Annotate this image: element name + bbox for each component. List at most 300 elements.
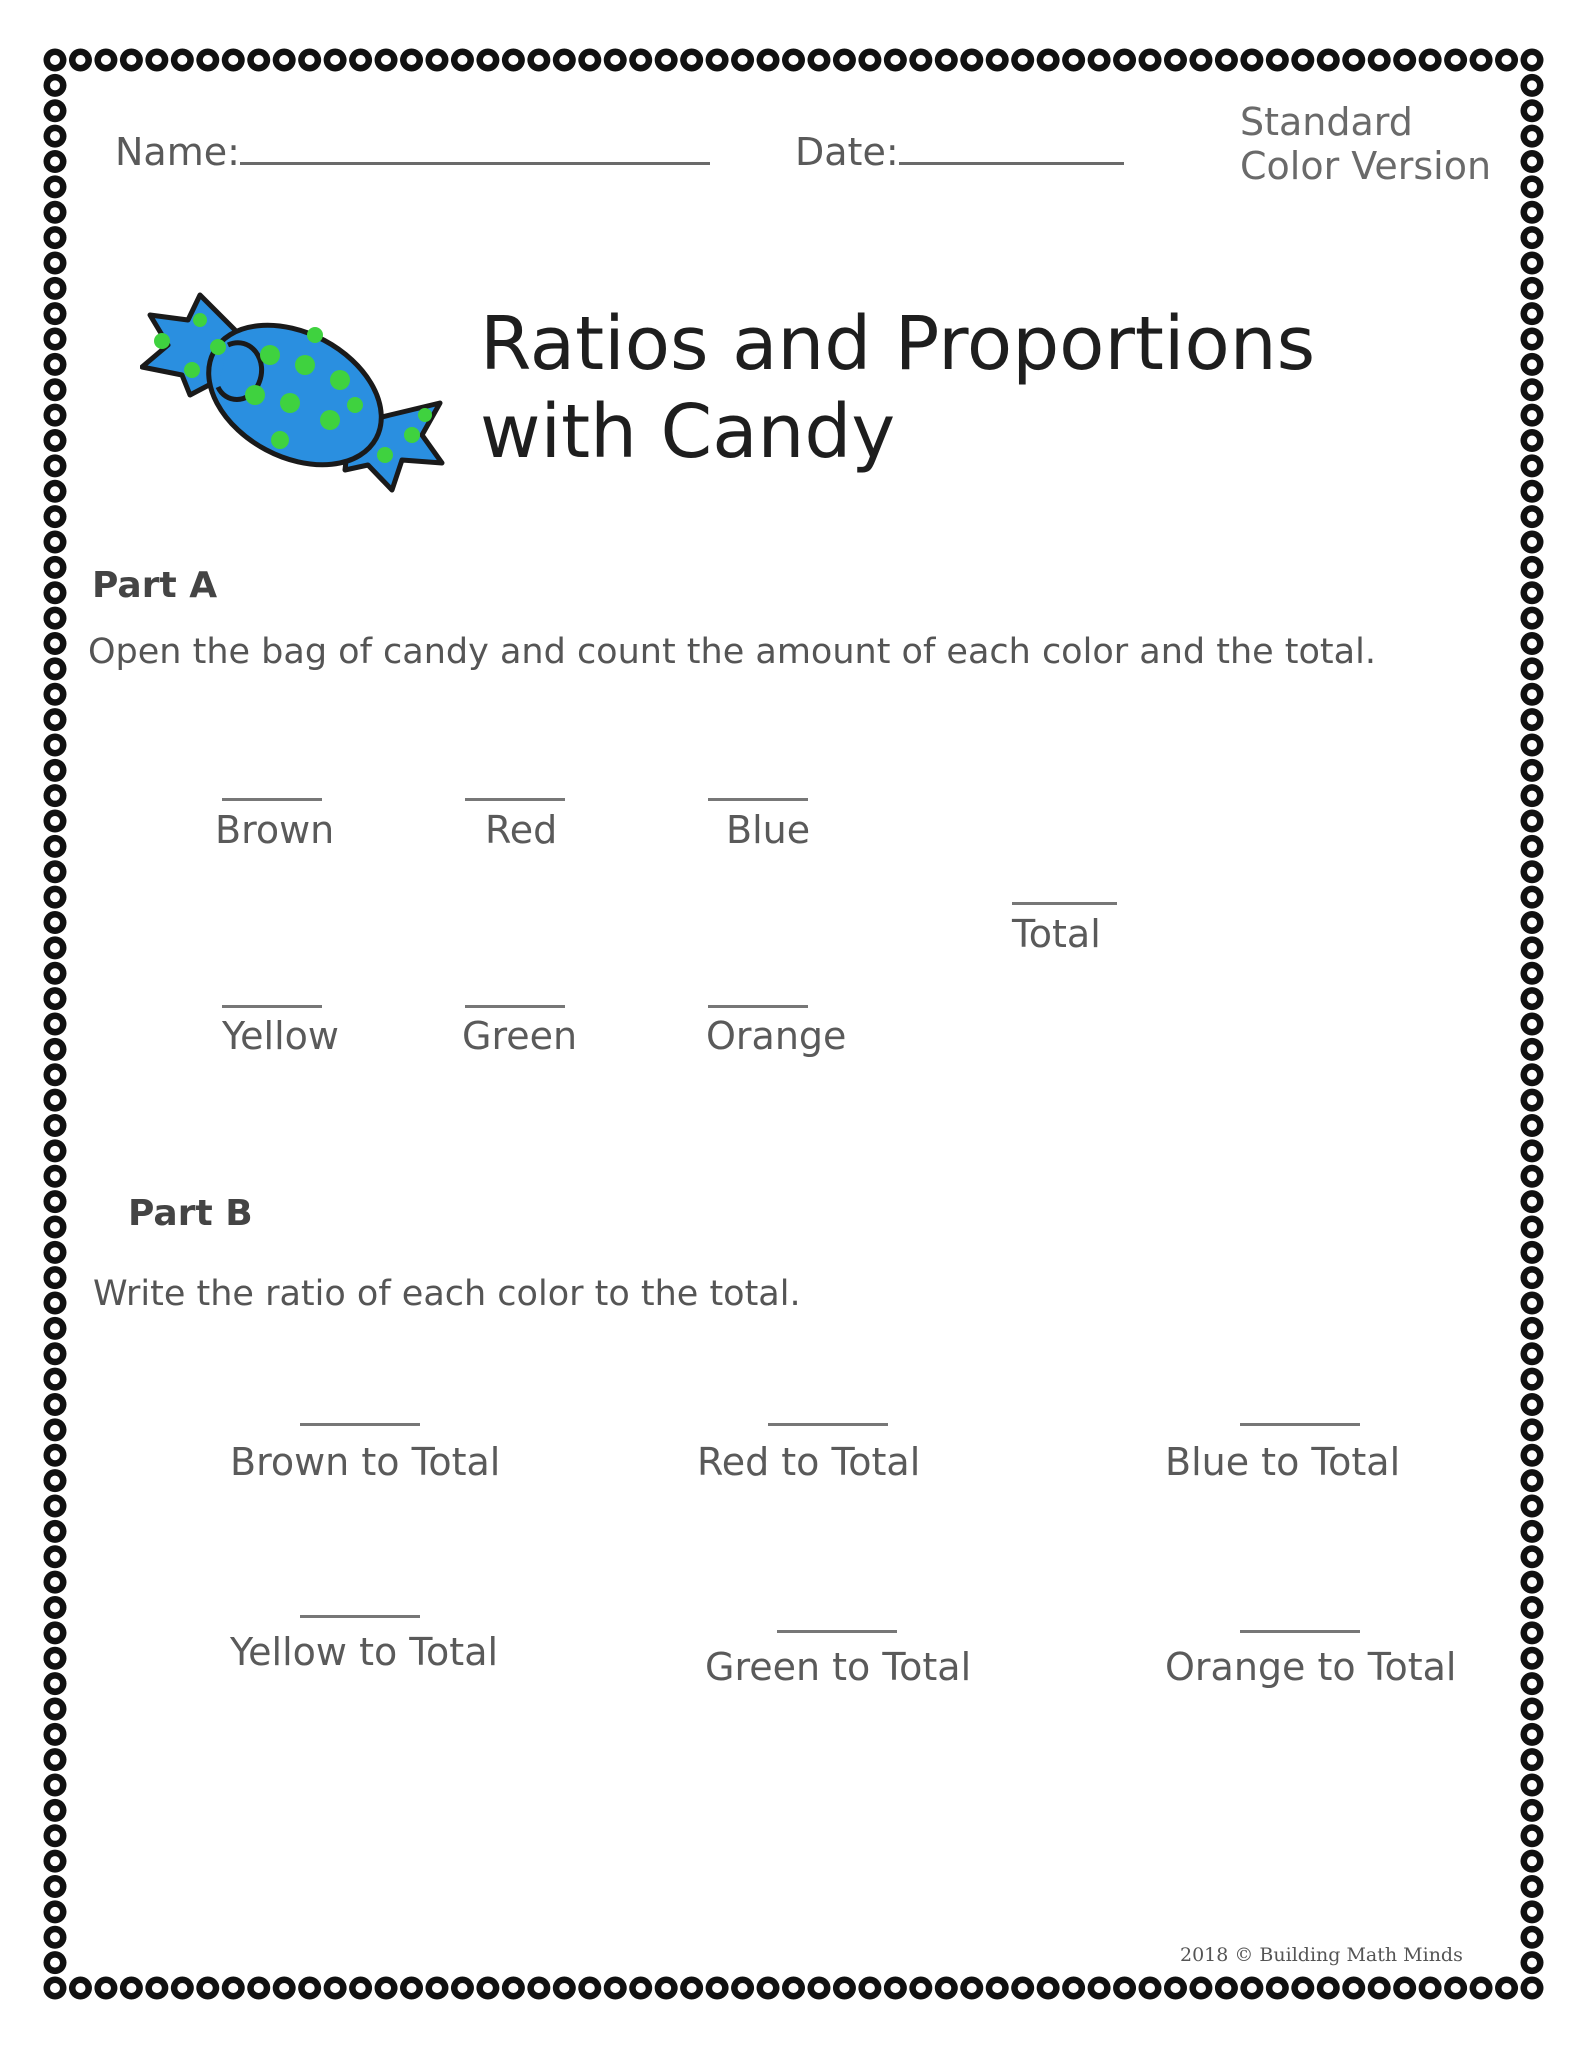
- border-ring: [655, 1977, 678, 2000]
- border-ring: [44, 1393, 67, 1416]
- border-ring: [1521, 1824, 1544, 1847]
- border-ring: [1495, 49, 1518, 72]
- border-ring: [44, 1875, 67, 1898]
- border-ring: [222, 49, 245, 72]
- border-ring: [273, 1977, 296, 2000]
- border-ring: [247, 1977, 270, 2000]
- border-ring: [476, 1977, 499, 2000]
- border-ring: [731, 1977, 754, 2000]
- border-ring: [44, 1900, 67, 1923]
- border-ring: [884, 49, 907, 72]
- orange-ratio-blank[interactable]: [1240, 1630, 1360, 1633]
- border-ring: [1521, 1393, 1544, 1416]
- border-ring: [553, 1977, 576, 2000]
- border-ring: [1521, 1621, 1544, 1644]
- border-ring: [1521, 1900, 1544, 1923]
- border-ring: [1521, 1469, 1544, 1492]
- border-ring: [44, 1241, 67, 1264]
- border-ring: [807, 1977, 830, 2000]
- border-ring: [1521, 99, 1544, 122]
- border-ring: [44, 1165, 67, 1188]
- border-ring: [655, 49, 678, 72]
- border-ring: [1011, 1977, 1034, 2000]
- border-ring: [425, 1977, 448, 2000]
- part-a-instructions: Open the bag of candy and count the amount of each color and the total.: [88, 632, 1376, 672]
- border-ring: [604, 1977, 627, 2000]
- border-ring: [44, 886, 67, 909]
- border-ring: [1470, 49, 1493, 72]
- border-ring: [44, 1444, 67, 1467]
- border-ring: [1521, 1292, 1544, 1315]
- border-ring: [935, 1977, 958, 2000]
- border-ring: [44, 1114, 67, 1137]
- border-ring: [782, 49, 805, 72]
- border-ring: [1521, 556, 1544, 579]
- border-ring: [909, 1977, 932, 2000]
- border-ring: [1521, 657, 1544, 680]
- border-ring: [44, 860, 67, 883]
- red-ratio-blank[interactable]: [768, 1423, 888, 1426]
- brown-count-blank[interactable]: [222, 798, 322, 801]
- border-ring: [1521, 936, 1544, 959]
- border-ring: [44, 1824, 67, 1847]
- title-line-2: with Candy: [480, 389, 896, 475]
- border-ring: [400, 1977, 423, 2000]
- border-ring: [1521, 1215, 1544, 1238]
- border-ring: [757, 1977, 780, 2000]
- border-ring: [1521, 1571, 1544, 1594]
- border-ring: [1240, 49, 1263, 72]
- border-ring: [298, 49, 321, 72]
- border-ring: [324, 49, 347, 72]
- border-ring: [44, 657, 67, 680]
- border-ring: [1164, 49, 1187, 72]
- border-ring: [44, 1723, 67, 1746]
- border-ring: [44, 353, 67, 376]
- border-ring: [527, 49, 550, 72]
- border-ring: [145, 49, 168, 72]
- blue-count-blank[interactable]: [708, 798, 808, 801]
- border-ring: [44, 683, 67, 706]
- border-ring: [44, 1266, 67, 1289]
- border-ring: [44, 911, 67, 934]
- border-ring: [1266, 1977, 1289, 2000]
- name-label: Name:: [115, 130, 240, 174]
- border-ring: [553, 49, 576, 72]
- border-ring: [604, 49, 627, 72]
- border-ring: [451, 49, 474, 72]
- border-ring: [120, 1977, 143, 2000]
- border-ring: [44, 607, 67, 630]
- border-ring: [1088, 1977, 1111, 2000]
- border-ring: [1521, 1013, 1544, 1036]
- border-ring: [44, 1977, 67, 2000]
- yellow-ratio-label: Yellow to Total: [230, 1630, 499, 1674]
- border-ring: [44, 175, 67, 198]
- border-ring: [578, 49, 601, 72]
- border-ring: [1521, 1774, 1544, 1797]
- border-ring: [1521, 505, 1544, 528]
- border-ring: [1521, 1342, 1544, 1365]
- border-ring: [1521, 1672, 1544, 1695]
- border-ring: [44, 1038, 67, 1061]
- border-ring: [44, 1520, 67, 1543]
- border-ring: [858, 49, 881, 72]
- border-ring: [1317, 49, 1340, 72]
- date-line[interactable]: [899, 162, 1124, 165]
- border-ring: [1521, 226, 1544, 249]
- orange-count-blank[interactable]: [708, 1005, 808, 1008]
- border-ring: [1521, 1266, 1544, 1289]
- border-ring: [196, 49, 219, 72]
- border-ring: [629, 1977, 652, 2000]
- border-ring: [44, 708, 67, 731]
- border-ring: [706, 1977, 729, 2000]
- green-ratio-label: Green to Total: [705, 1645, 972, 1689]
- orange-count-label: Orange: [706, 1014, 847, 1058]
- border-ring: [1521, 683, 1544, 706]
- border-ring: [44, 1317, 67, 1340]
- border-ring: [247, 49, 270, 72]
- border-ring: [44, 1774, 67, 1797]
- border-ring: [1521, 733, 1544, 756]
- border-ring: [706, 49, 729, 72]
- border-ring: [44, 1748, 67, 1771]
- border-ring: [1113, 49, 1136, 72]
- border-ring: [680, 1977, 703, 2000]
- border-ring: [1521, 74, 1544, 97]
- border-ring: [1521, 1368, 1544, 1391]
- border-ring: [44, 1672, 67, 1695]
- border-ring: [1521, 1139, 1544, 1162]
- border-ring: [1521, 581, 1544, 604]
- border-ring: [44, 784, 67, 807]
- border-ring: [1037, 1977, 1060, 2000]
- yellow-count-blank[interactable]: [222, 1005, 322, 1008]
- version-line-2: Color Version: [1240, 144, 1492, 188]
- blue-ratio-blank[interactable]: [1240, 1423, 1360, 1426]
- border-ring: [1521, 1190, 1544, 1213]
- border-ring: [44, 1190, 67, 1213]
- border-ring: [1139, 1977, 1162, 2000]
- border-ring: [757, 49, 780, 72]
- border-ring: [1291, 1977, 1314, 2000]
- border-ring: [44, 378, 67, 401]
- border-ring: [44, 302, 67, 325]
- border-ring: [1521, 1495, 1544, 1518]
- border-ring: [451, 1977, 474, 2000]
- border-ring: [44, 1342, 67, 1365]
- border-ring: [1521, 1850, 1544, 1873]
- border-ring: [680, 49, 703, 72]
- border-ring: [1521, 1596, 1544, 1619]
- border-ring: [44, 835, 67, 858]
- date-field[interactable]: [795, 130, 1124, 174]
- border-ring: [44, 1621, 67, 1644]
- border-ring: [909, 49, 932, 72]
- border-ring: [1393, 49, 1416, 72]
- border-ring: [44, 962, 67, 985]
- border-ring: [1521, 1723, 1544, 1746]
- border-ring: [1521, 1799, 1544, 1822]
- border-ring: [120, 49, 143, 72]
- border-ring: [1521, 1317, 1544, 1340]
- total-count-label: Total: [1012, 912, 1101, 956]
- border-ring: [44, 987, 67, 1010]
- border-ring: [1521, 429, 1544, 452]
- border-ring: [1521, 353, 1544, 376]
- worksheet-title: [480, 300, 1315, 476]
- wrapped-candy-icon: [140, 275, 445, 505]
- border-ring: [1495, 1977, 1518, 2000]
- border-ring: [94, 1977, 117, 2000]
- border-ring: [476, 49, 499, 72]
- border-ring: [44, 1926, 67, 1949]
- name-field[interactable]: [115, 130, 710, 174]
- border-ring: [1011, 49, 1034, 72]
- title-line-1: Ratios and Proportions: [480, 301, 1316, 387]
- border-ring: [807, 49, 830, 72]
- border-ring: [400, 49, 423, 72]
- border-ring: [1521, 1875, 1544, 1898]
- border-ring: [1521, 480, 1544, 503]
- border-ring: [1521, 404, 1544, 427]
- border-ring: [1521, 328, 1544, 351]
- border-ring: [1037, 49, 1060, 72]
- border-ring: [44, 556, 67, 579]
- border-ring: [44, 1089, 67, 1112]
- blue-count-label: Blue: [726, 808, 811, 852]
- border-ring: [375, 1977, 398, 2000]
- border-ring: [1062, 49, 1085, 72]
- border-ring: [986, 49, 1009, 72]
- border-ring: [1521, 1951, 1544, 1974]
- border-ring: [44, 1596, 67, 1619]
- border-ring: [44, 632, 67, 655]
- border-ring: [1521, 987, 1544, 1010]
- border-ring: [1521, 531, 1544, 554]
- border-ring: [578, 1977, 601, 2000]
- border-ring: [1521, 1241, 1544, 1264]
- border-ring: [171, 1977, 194, 2000]
- border-ring: [44, 1063, 67, 1086]
- border-ring: [1113, 1977, 1136, 2000]
- border-ring: [44, 1697, 67, 1720]
- border-ring: [884, 1977, 907, 2000]
- border-ring: [1521, 962, 1544, 985]
- border-ring: [1521, 175, 1544, 198]
- border-ring: [1317, 1977, 1340, 2000]
- orange-ratio-label: Orange to Total: [1165, 1645, 1457, 1689]
- border-ring: [1521, 302, 1544, 325]
- border-ring: [44, 1292, 67, 1315]
- border-ring: [1521, 759, 1544, 782]
- version-line-1: Standard: [1240, 100, 1413, 144]
- border-ring: [1393, 1977, 1416, 2000]
- border-ring: [69, 1977, 92, 2000]
- border-ring: [44, 759, 67, 782]
- border-ring: [44, 1368, 67, 1391]
- border-ring: [324, 1977, 347, 2000]
- border-ring: [1164, 1977, 1187, 2000]
- border-ring: [349, 1977, 372, 2000]
- border-ring: [1342, 1977, 1365, 2000]
- border-ring: [298, 1977, 321, 2000]
- border-ring: [731, 49, 754, 72]
- border-ring: [1521, 607, 1544, 630]
- border-ring: [44, 251, 67, 274]
- brown-count-label: Brown: [215, 808, 335, 852]
- border-ring: [1521, 632, 1544, 655]
- border-ring: [1521, 125, 1544, 148]
- border-ring: [1521, 1520, 1544, 1543]
- border-ring: [1521, 1545, 1544, 1568]
- border-ring: [44, 201, 67, 224]
- green-ratio-blank[interactable]: [777, 1630, 897, 1633]
- border-ring: [44, 454, 67, 477]
- border-ring: [196, 1977, 219, 2000]
- border-ring: [1521, 1444, 1544, 1467]
- border-ring: [1521, 454, 1544, 477]
- border-ring: [960, 1977, 983, 2000]
- border-ring: [349, 49, 372, 72]
- border-ring: [858, 1977, 881, 2000]
- border-ring: [44, 1571, 67, 1594]
- green-count-label: Green: [462, 1014, 578, 1058]
- border-ring: [1419, 1977, 1442, 2000]
- border-ring: [375, 49, 398, 72]
- border-ring: [44, 1545, 67, 1568]
- border-ring: [960, 49, 983, 72]
- border-ring: [145, 1977, 168, 2000]
- border-ring: [44, 1495, 67, 1518]
- border-ring: [1521, 784, 1544, 807]
- version-label: [1240, 100, 1491, 188]
- border-ring: [44, 328, 67, 351]
- border-ring: [1521, 911, 1544, 934]
- border-ring: [1521, 1089, 1544, 1112]
- border-ring: [833, 1977, 856, 2000]
- border-ring: [1521, 251, 1544, 274]
- border-ring: [1521, 708, 1544, 731]
- border-ring: [1088, 49, 1111, 72]
- border-ring: [1521, 1926, 1544, 1949]
- border-ring: [273, 49, 296, 72]
- border-ring: [527, 1977, 550, 2000]
- blue-ratio-label: Blue to Total: [1165, 1440, 1401, 1484]
- border-ring: [833, 49, 856, 72]
- border-ring: [44, 404, 67, 427]
- border-ring: [44, 505, 67, 528]
- yellow-ratio-blank[interactable]: [300, 1615, 420, 1618]
- border-ring: [1368, 1977, 1391, 2000]
- red-count-blank[interactable]: [465, 798, 565, 801]
- border-ring: [44, 49, 67, 72]
- border-ring: [1368, 49, 1391, 72]
- border-ring: [1521, 1063, 1544, 1086]
- border-ring: [1342, 49, 1365, 72]
- part-b-heading: Part B: [128, 1193, 253, 1234]
- border-ring: [1521, 1697, 1544, 1720]
- border-ring: [44, 1013, 67, 1036]
- border-ring: [94, 49, 117, 72]
- border-ring: [1291, 49, 1314, 72]
- border-ring: [44, 1469, 67, 1492]
- border-ring: [1139, 49, 1162, 72]
- border-ring: [782, 1977, 805, 2000]
- border-ring: [1521, 1038, 1544, 1061]
- border-ring: [502, 1977, 525, 2000]
- border-ring: [44, 1951, 67, 1974]
- border-ring: [425, 49, 448, 72]
- border-ring: [44, 226, 67, 249]
- date-label: Date:: [795, 130, 899, 174]
- border-ring: [1521, 1647, 1544, 1670]
- yellow-count-label: Yellow: [222, 1014, 339, 1058]
- brown-ratio-blank[interactable]: [300, 1423, 420, 1426]
- border-ring: [44, 531, 67, 554]
- border-ring: [1189, 1977, 1212, 2000]
- brown-ratio-label: Brown to Total: [230, 1440, 501, 1484]
- border-ring: [1240, 1977, 1263, 2000]
- part-a-heading: Part A: [92, 565, 218, 606]
- part-b-instructions: Write the ratio of each color to the total.: [93, 1274, 801, 1314]
- border-ring: [1521, 277, 1544, 300]
- border-ring: [1521, 201, 1544, 224]
- total-count-blank[interactable]: [1012, 902, 1117, 905]
- border-ring: [44, 1215, 67, 1238]
- red-ratio-label: Red to Total: [697, 1440, 921, 1484]
- red-count-label: Red: [485, 808, 558, 852]
- border-ring: [1444, 1977, 1467, 2000]
- border-ring: [1521, 1165, 1544, 1188]
- border-ring: [935, 49, 958, 72]
- border-ring: [44, 99, 67, 122]
- border-ring: [44, 1799, 67, 1822]
- border-ring: [1215, 1977, 1238, 2000]
- border-ring: [1444, 49, 1467, 72]
- border-ring: [44, 733, 67, 756]
- border-ring: [44, 1418, 67, 1441]
- border-ring: [1470, 1977, 1493, 2000]
- border-ring: [1215, 49, 1238, 72]
- border-ring: [1521, 1114, 1544, 1137]
- border-ring: [1521, 1748, 1544, 1771]
- border-ring: [44, 74, 67, 97]
- border-ring: [44, 1139, 67, 1162]
- border-ring: [44, 810, 67, 833]
- border-ring: [629, 49, 652, 72]
- border-ring: [1521, 1418, 1544, 1441]
- border-ring: [222, 1977, 245, 2000]
- border-ring: [44, 1647, 67, 1670]
- green-count-blank[interactable]: [465, 1005, 565, 1008]
- border-ring: [1266, 49, 1289, 72]
- border-ring: [1521, 49, 1544, 72]
- border-ring: [1521, 886, 1544, 909]
- border-ring: [1521, 810, 1544, 833]
- border-ring: [44, 277, 67, 300]
- border-ring: [44, 150, 67, 173]
- name-line[interactable]: [240, 162, 710, 165]
- border-ring: [69, 49, 92, 72]
- border-ring: [1521, 860, 1544, 883]
- copyright-notice: 2018 © Building Math Minds: [1180, 1944, 1463, 1966]
- border-ring: [502, 49, 525, 72]
- border-ring: [1521, 378, 1544, 401]
- border-ring: [1521, 1977, 1544, 2000]
- border-ring: [44, 581, 67, 604]
